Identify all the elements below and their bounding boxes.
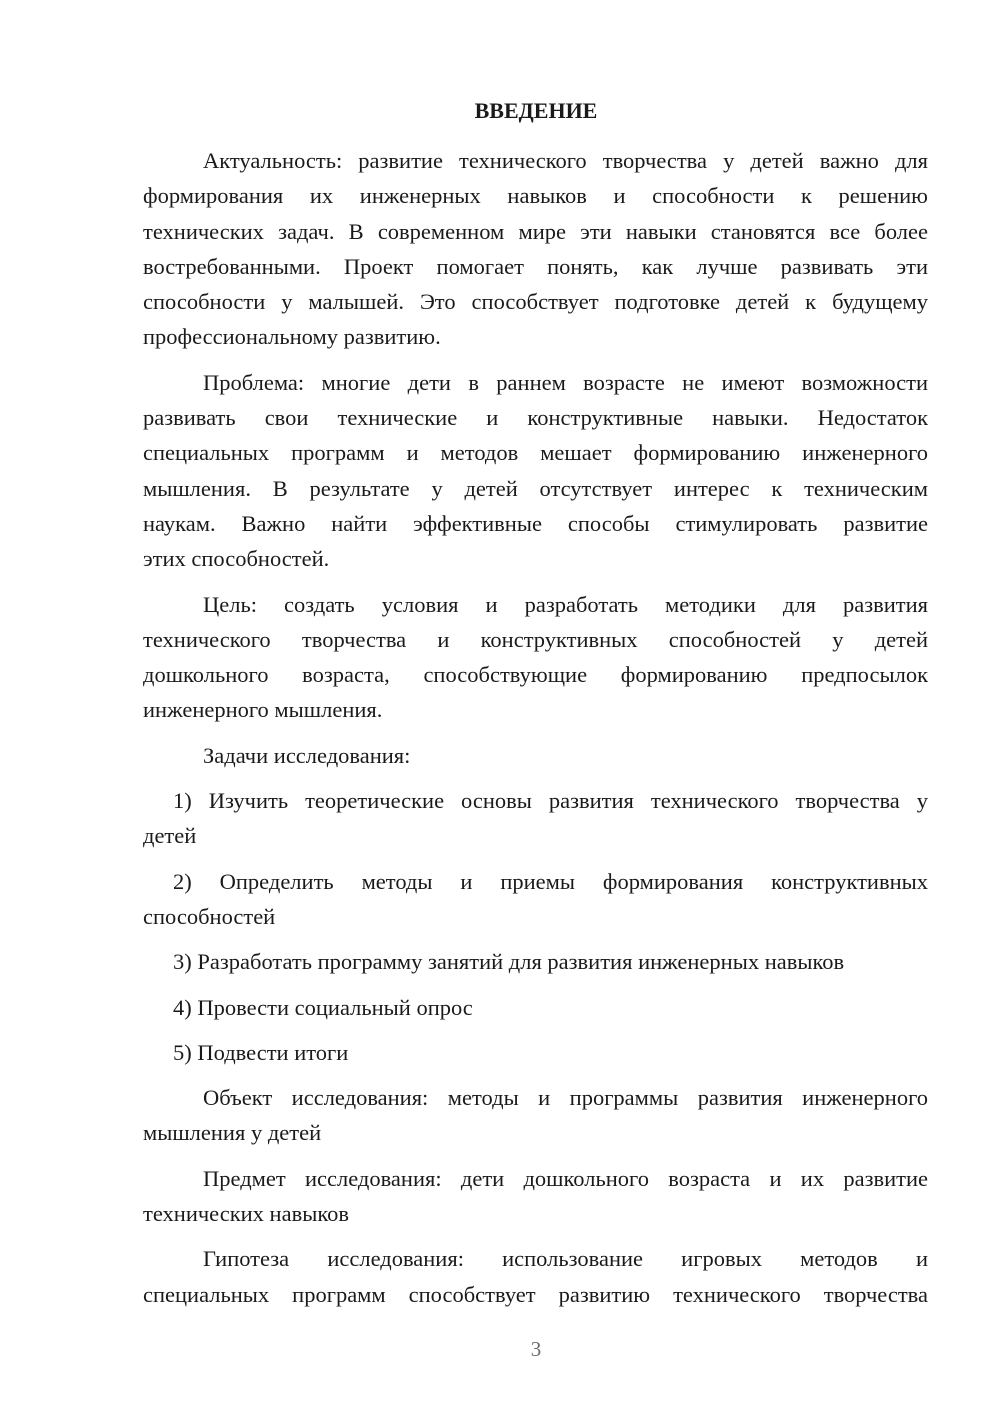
text-line: Гипотеза исследования: использование игровых методов и bbox=[203, 1246, 928, 1272]
text-line: наукам. Важно найти эффективные способы стимулировать развитие bbox=[143, 510, 928, 536]
text-line: технических задач. В современном мире эти навыки становятся все более bbox=[143, 218, 928, 244]
text-line: формирования их инженерных навыков и способности к решению bbox=[143, 183, 928, 209]
text-line: Объект исследования: методы и программы развития инженерного bbox=[203, 1085, 928, 1111]
text-line: 5) Подвести итоги bbox=[173, 1039, 349, 1065]
text-line: Цель: создать условия и разработать методики для развития bbox=[203, 591, 928, 617]
paragraph-subject bbox=[143, 1161, 928, 1232]
text-line: способностей bbox=[143, 903, 276, 929]
text-line: специальных программ способствует развитию технического творчества bbox=[143, 1281, 928, 1307]
list-item bbox=[143, 783, 928, 854]
paragraph-tasks-heading bbox=[143, 738, 928, 773]
page-number: 3 bbox=[530, 1337, 542, 1361]
list-item bbox=[143, 990, 928, 1025]
text-line: мышления. В результате у детей отсутствует интерес к техническим bbox=[143, 475, 928, 501]
text-line: профессиональному развитию. bbox=[143, 324, 441, 350]
text-line: инженерного мышления. bbox=[143, 697, 383, 723]
text-line: Проблема: многие дети в раннем возрасте не имеют возможности bbox=[203, 369, 928, 395]
text-line: развивать свои технические и конструктивные навыки. Недостаток bbox=[143, 405, 928, 431]
text-line: дошкольного возраста, способствующие формированию предпосылок bbox=[143, 662, 928, 688]
text-line: способности у малышей. Это способствует подготовке детей к будущему bbox=[143, 289, 928, 315]
text-line: Актуальность: развитие технического творчества у детей важно для bbox=[203, 148, 928, 173]
text-line: Задачи исследования: bbox=[203, 742, 411, 768]
text-line: этих способностей. bbox=[143, 546, 330, 572]
text-line: 1) Изучить теоретические основы развития технического творчества у bbox=[173, 788, 928, 814]
paragraph-hypothesis bbox=[143, 1241, 928, 1312]
document-body bbox=[143, 143, 928, 1322]
paragraph-goal bbox=[143, 587, 928, 728]
text-line: 3) Разработать программу занятий для развития инженерных навыков bbox=[173, 949, 845, 975]
list-item bbox=[143, 864, 928, 935]
text-line: специальных программ и методов мешает формированию инженерного bbox=[143, 440, 928, 466]
paragraph-object bbox=[143, 1080, 928, 1151]
text-line: технических навыков bbox=[143, 1201, 349, 1227]
text-line: востребованными. Проект помогает понять, как лучше развивать эти bbox=[143, 253, 928, 279]
paragraph-relevance bbox=[143, 143, 928, 355]
paragraph-problem bbox=[143, 365, 928, 577]
text-line: 4) Провести социальный опрос bbox=[173, 994, 473, 1020]
text-line: 2) Определить методы и приемы формирования конструктивных bbox=[173, 868, 928, 894]
list-item bbox=[143, 944, 928, 979]
text-line: технического творчества и конструктивных способностей у детей bbox=[143, 626, 928, 652]
text-line: Предмет исследования: дети дошкольного возраста и их развитие bbox=[203, 1165, 928, 1191]
section-heading: ВВЕДЕНИЕ bbox=[474, 98, 598, 123]
text-line: мышления у детей bbox=[143, 1120, 322, 1146]
list-item bbox=[143, 1035, 928, 1070]
text-line: детей bbox=[143, 823, 197, 849]
